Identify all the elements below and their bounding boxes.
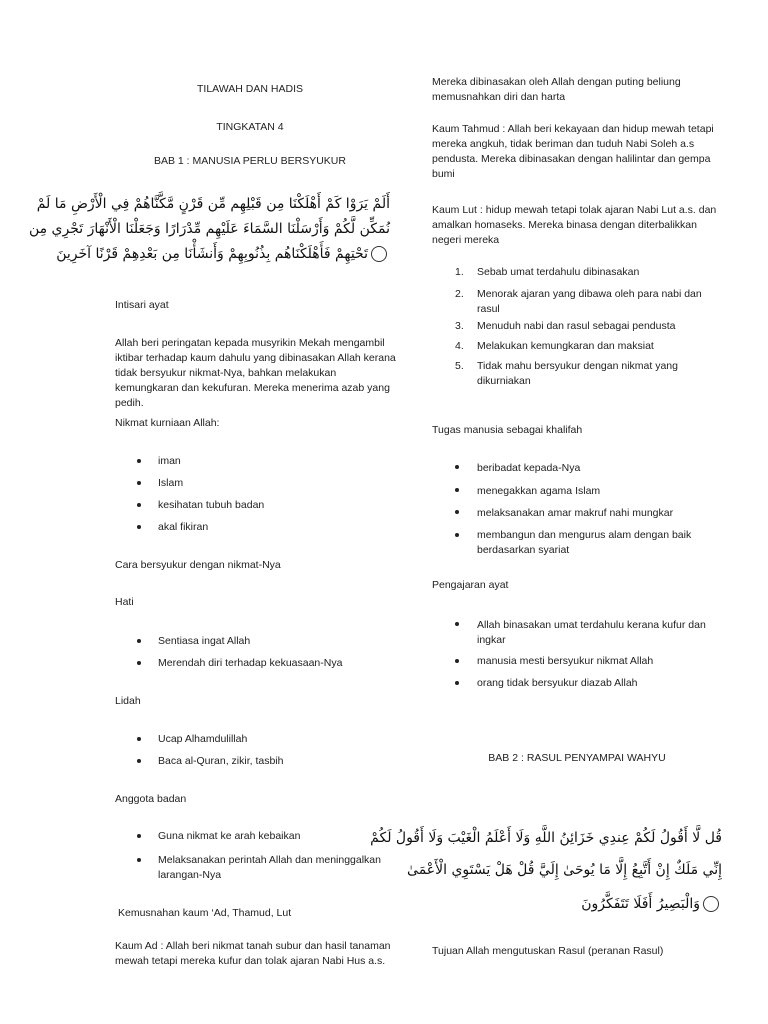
bullet-icon: [137, 759, 141, 763]
intisari-text: Allah beri peringatan kepada musyrikin Mekah mengambil iktibar terhadap kaum dahulu yang dibinasakan Allah kerana tidak bersyukur nikmat-Nya, bahkan melakukan kemungkaran dan kekufuran. Mereka menerima azab yang pedih.: [115, 337, 396, 409]
bullet-icon: [137, 481, 141, 485]
document-title: TILAWAH DAN HADIS: [197, 83, 303, 95]
kaum-tahmud-text: Kaum Tahmud : Allah beri kekayaan dan hidup mewah tetapi mereka angkuh, tidak beriman dan tuduh Nabi Soleh a.s pendusta. Mereka dibinasakan dengan halilintar dan gempa bumi: [432, 123, 714, 180]
ayah-marker-icon: [703, 896, 719, 912]
bullet-icon: [455, 465, 459, 469]
list-item: Melakukan kemungkaran dan maksiat: [477, 340, 654, 352]
form-level: TINGKATAN 4: [216, 121, 284, 133]
list-number: 3.: [455, 320, 464, 332]
anggota-heading: Anggota badan: [115, 793, 187, 805]
bullet-icon: [455, 488, 459, 492]
bullet-icon: [455, 622, 459, 626]
list-item: Baca al-Quran, zikir, tasbih: [158, 755, 284, 767]
bullet-icon: [137, 858, 141, 862]
list-item: menegakkan agama Islam: [477, 485, 601, 497]
arabic-line: إِنِّي مَلَكٌ إِنْ أَتَّبِعُ إِلَّا مَا يُوحَىٰ إِلَيَّ قُلْ هَلْ يَسْتَوِي الْأَعْمَىٰ: [407, 862, 722, 878]
cara-heading: Cara bersyukur dengan nikmat-Nya: [115, 559, 281, 571]
arabic-line: قُل لَّا أَقُولُ لَكُمْ عِندِي خَزَائِنُ اللَّهِ وَلَا أَعْلَمُ الْغَيْبَ وَلَا أَقُولُ لَكُمْ: [370, 830, 722, 846]
arabic-line: [560, 892, 722, 916]
ayah-marker-icon: [371, 246, 387, 262]
list-item: Menuduh nabi dan rasul sebagai pendusta: [477, 320, 676, 332]
arabic-line: أَلَمْ يَرَوْا كَمْ أَهْلَكْنَا مِن قَبْلِهِم مِّن قَرْنٍ مَّكَّنَّاهُمْ فِي الْأَرْضِ مَا لَمْ: [36, 196, 390, 212]
bullet-icon: [455, 681, 459, 685]
list-item: manusia mesti bersyukur nikmat Allah: [477, 655, 654, 667]
lidah-heading: Lidah: [115, 695, 141, 707]
bullet-icon: [137, 459, 141, 463]
list-item: Allah binasakan umat terdahulu kerana kufur dan ingkar: [477, 619, 706, 646]
bullet-icon: [137, 737, 141, 741]
bullet-icon: [455, 533, 459, 537]
list-item: beribadat kepada-Nya: [477, 462, 581, 474]
bullet-icon: [455, 510, 459, 514]
list-item: Menorak ajaran yang dibawa oleh para nabi dan rasul: [477, 288, 702, 315]
list-item: Sentiasa ingat Allah: [158, 635, 251, 647]
chapter-2-title: BAB 2 : RASUL PENYAMPAI WAHYU: [488, 752, 666, 764]
list-number: 2.: [455, 288, 464, 300]
list-item: Sebab umat terdahulu dibinasakan: [477, 266, 640, 278]
hati-heading: Hati: [115, 596, 134, 608]
list-item: Melaksanakan perintah Allah dan meninggalkan larangan-Nya: [158, 854, 381, 881]
chapter-1-title: BAB 1 : MANUSIA PERLU BERSYUKUR: [154, 155, 346, 167]
list-item: orang tidak bersyukur diazab Allah: [477, 677, 638, 689]
kaum-ad-text: Kaum Ad : Allah beri nikmat tanah subur dan hasil tanaman mewah tetapi mereka kufur dan tolak ajaran Nabi Hus a.s.: [115, 940, 391, 967]
arabic-line: [56, 242, 390, 266]
bullet-icon: [137, 661, 141, 665]
list-item: Tidak mahu bersyukur dengan nikmat yang dikurniakan: [477, 360, 678, 387]
list-item: Islam: [158, 477, 184, 489]
ad-continuation: Mereka dibinasakan oleh Allah dengan puting beliung memusnahkan diri dan harta: [432, 76, 681, 103]
list-item: Ucap Alhamdulillah: [158, 733, 248, 745]
bullet-icon: [137, 834, 141, 838]
list-item: membangun dan mengurus alam dengan baik berdasarkan syariat: [477, 529, 692, 556]
intisari-heading: Intisari ayat: [115, 299, 169, 311]
list-item: kesihatan tubuh badan: [158, 499, 265, 511]
kaum-lut-text: Kaum Lut : hidup mewah tetapi tolak ajaran Nabi Lut a.s. dan amalkan homaseks. Mereka binasa dengan diterbalikkan negeri mereka: [432, 204, 717, 246]
arabic-line-text: تَحْتِهِمْ فَأَهْلَكْنَاهُم بِذُنُوبِهِمْ وَأَنشَأْنَا مِن بَعْدِهِمْ قَرْنًا آخَرِينَ: [56, 246, 368, 262]
list-item: Guna nikmat ke arah kebaikan: [158, 830, 301, 842]
bullet-icon: [137, 639, 141, 643]
list-item: melaksanakan amar makruf nahi mungkar: [477, 507, 674, 519]
nikmat-heading: Nikmat kurniaan Allah:: [115, 417, 220, 429]
list-number: 4.: [455, 340, 464, 352]
list-item: Merendah diri terhadap kekuasaan-Nya: [158, 657, 343, 669]
tujuan-heading: Tujuan Allah mengutuskan Rasul (peranan Rasul): [432, 945, 664, 957]
bullet-icon: [455, 659, 459, 663]
list-number: 1.: [455, 266, 464, 278]
list-item: akal fikiran: [158, 521, 209, 533]
bullet-icon: [137, 503, 141, 507]
bullet-icon: [137, 525, 141, 529]
list-number: 5.: [455, 360, 464, 372]
pengajaran-heading: Pengajaran ayat: [432, 579, 509, 591]
arabic-line-text: وَالْبَصِيرُ أَفَلَا تَتَفَكَّرُونَ: [581, 896, 700, 912]
kemusnahan-heading: Kemusnahan kaum ‘Ad, Thamud, Lut: [118, 907, 292, 919]
list-item: iman: [158, 455, 181, 467]
tugas-heading: Tugas manusia sebagai khalifah: [432, 424, 583, 436]
arabic-line: نُمَكِّن لَّكُمْ وَأَرْسَلْنَا السَّمَاءَ عَلَيْهِم مِّدْرَارًا وَجَعَلْنَا الْأَنْهَارَ تَجْرِي مِن: [28, 221, 390, 237]
